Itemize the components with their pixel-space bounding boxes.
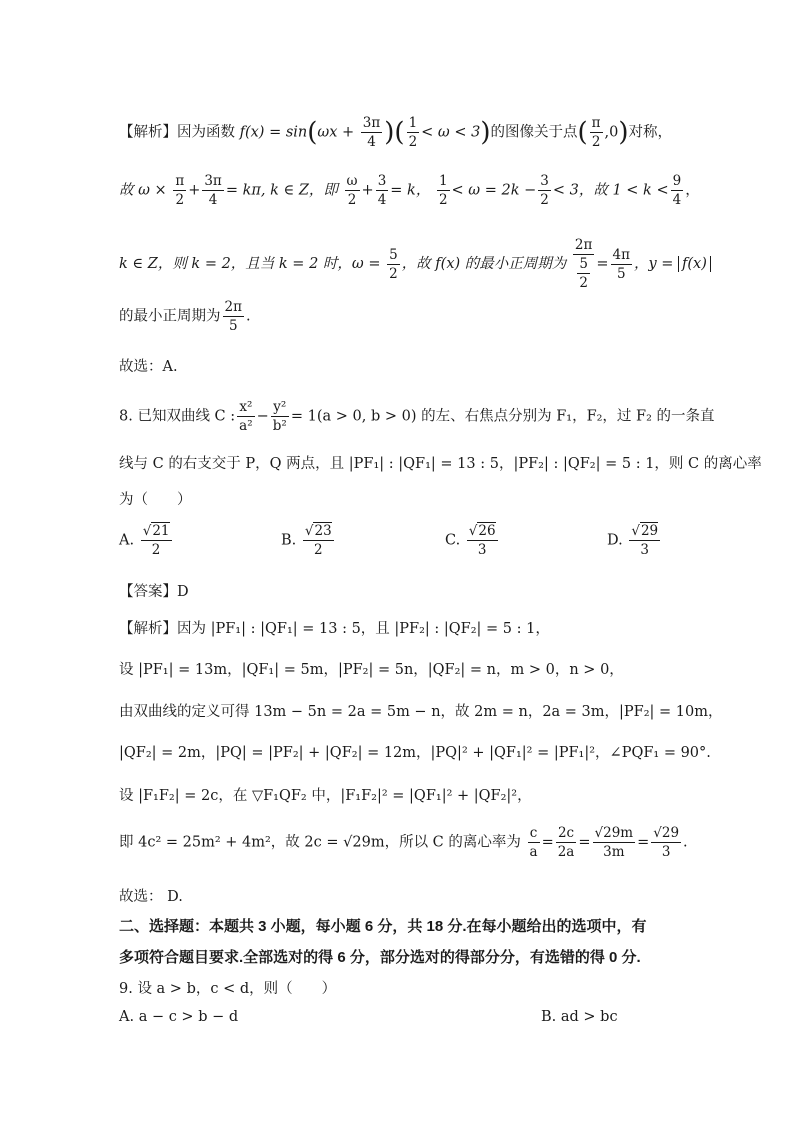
fraction: $\frac{√29}{3}$: [653, 825, 680, 860]
fraction: $\frac{√29m}{3m}$: [594, 825, 634, 860]
fraction: $\frac{4\pi}{5}$: [612, 246, 630, 282]
fraction: $\frac{5}{2}$: [389, 246, 398, 282]
fraction: $\frac{\pi}{2}$: [175, 173, 185, 208]
fraction: $\frac{\pi}{2}$: [591, 115, 601, 150]
solution-heading: 【解析】因为函数: [119, 124, 235, 141]
solution7-line2: 故 ω × $\frac{\pi}{2}$ + $\frac{3\pi}{4}$ = kπ, k ∈ Z，即 $\frac{\omega}{2}$ + $\frac{3}{4}$ = k， $\frac{1}{2}$ < ω = 2k − $\frac{3}{2}$ < 3，故 1 < k < $\frac{9}{4}$ ，: [119, 173, 700, 208]
solution7-line3: k ∈ Z，则 k = 2，且当 k = 2 时，ω = $\frac{5}{2}$ ，故 f(x) 的最小正周期为 $\frac{2\pi}{\frac{5}{2}}$ = $\frac{4\pi}{5}$ ，y = f(x): [119, 236, 711, 292]
fraction: $\frac{2\pi}{5}$: [224, 299, 242, 334]
solution7-line1: 【解析】因为函数 f(x) = sin(ωx + $\frac{3\pi}{4}$ )( $\frac{1}{2}$ < ω < 3)的图像关于点( $\frac{\pi}{2}$ ,0)对称，: [119, 115, 673, 150]
question8-option-d[interactable]: D. $\frac{√29}{3}$: [607, 523, 659, 558]
question8-option-c[interactable]: C. $\frac{√26}{3}$: [445, 523, 496, 558]
question8-option-b[interactable]: B. $\frac{√23}{2}$: [281, 523, 332, 558]
fraction: $\frac{\text{y²}}{\text{b²}}$: [272, 399, 287, 434]
fraction: $\frac{\text{x²}}{\text{a²}}$: [239, 399, 253, 434]
fraction: $\frac{3\pi}{4}$: [204, 173, 222, 208]
question8-answer: 【答案】D: [119, 584, 189, 600]
question8-solution-line4: |QF₂| = 2m，|PQ| = |PF₂| + |QF₂| = 12m，|PQ|² + |QF₁|² = |PF₁|²，∠PQF₁ = 90°.: [119, 745, 711, 761]
fraction: $\frac{9}{4}$: [672, 173, 682, 208]
fraction: $\frac{1}{2}$: [408, 115, 418, 150]
absolute-value: f(x): [678, 256, 711, 272]
section2-header-line1: 二、选择题：本题共 3 小题，每小题 6 分，共 18 分.在每小题给出的选项中，有: [119, 918, 647, 935]
question8-final-answer: 故选： D.: [119, 889, 183, 905]
compound-fraction: $\frac{2\pi}{\frac{5}{2}}$: [574, 237, 593, 291]
question8-line2: 线与 C 的右支交于 P，Q 两点，且 |PF₁| : |QF₁| = 13 : 5，|PF₂| : |QF₂| = 5 : 1，则 C 的离心率: [119, 456, 762, 472]
question8-solution-line1: 【解析】因为 |PF₁| : |QF₁| = 13 : 5，且 |PF₂| : |QF₂| = 5 : 1，: [119, 621, 550, 637]
question9-option-b[interactable]: B. ad > bc: [541, 1009, 618, 1025]
fraction: $\frac{3\pi}{4}$: [362, 115, 381, 150]
solution7-line4: 的最小正周期为 $\frac{2\pi}{5}$ .: [119, 299, 251, 334]
question8-option-a[interactable]: A. $\frac{√21}{2}$: [119, 523, 170, 558]
question8-line3: 为（ ）: [119, 492, 192, 508]
question8-solution-line2: 设 |PF₁| = 13m，|QF₁| = 5m，|PF₂| = 5n，|QF₂| = n，m > 0，n > 0，: [119, 662, 624, 678]
question8-solution-line3: 由双曲线的定义可得 13m − 5n = 2a = 5m − n，故 2m = n，2a = 3m，|PF₂| = 10m，: [119, 704, 723, 720]
fraction: $\frac{3}{2}$: [540, 173, 549, 208]
fraction: $\frac{3}{4}$: [377, 173, 387, 208]
section2-header-line2: 多项符合题目要求.全部选对的得 6 分，部分选对的得部分分，有选错的得 0 分.: [119, 949, 641, 966]
question9-stem: 9. 设 a > b，c < d，则（ ）: [119, 981, 337, 997]
fraction: $\frac{1}{2}$: [438, 173, 448, 208]
fraction: $\frac{c}{a}$: [529, 825, 538, 860]
solution7-answer: 故选：A.: [119, 359, 178, 375]
question8-solution-line5: 设 |F₁F₂| = 2c，在 ▽F₁QF₂ 中，|F₁F₂|² = |QF₁|² + |QF₂|²，: [119, 788, 532, 804]
question8-line1: 8. 已知双曲线 C : $\frac{\text{x²}}{\text{a²}}$ − $\frac{\text{y²}}{\text{b²}}$ = 1(a > 0, b > 0) 的左、右焦点分别为 F₁，F₂，过 F₂ 的一条直: [119, 399, 715, 434]
question9-option-a[interactable]: A. a − c > b − d: [119, 1009, 239, 1025]
fraction: $\frac{2c}{2a}$: [557, 825, 575, 860]
fraction: $\frac{\omega}{2}$: [346, 173, 358, 208]
question8-solution-line6: 即 4c² = 25m² + 4m²，故 2c = √29m，所以 C 的离心率为 $\frac{c}{a}$ = $\frac{2c}{2a}$ = $\frac{√29m}{3m}$ = $\frac{√29}{3}$ .: [119, 825, 688, 860]
